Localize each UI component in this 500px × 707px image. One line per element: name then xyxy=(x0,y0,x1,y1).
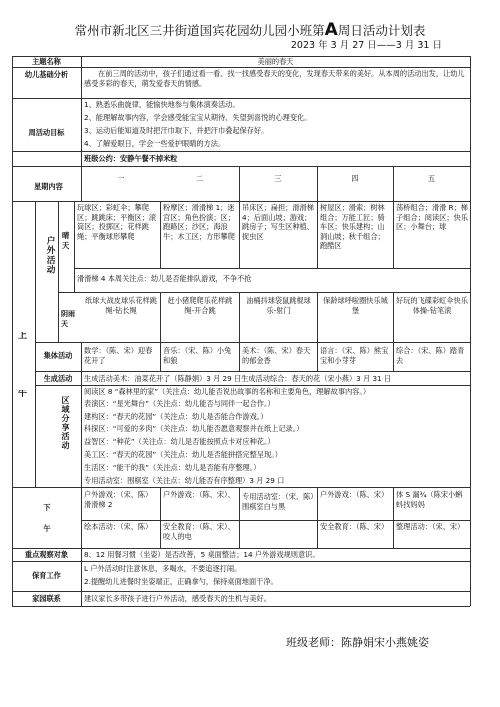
day-wednesday: 三 xyxy=(274,174,282,183)
goals-label: 周活动目标 xyxy=(28,128,65,137)
afternoon-label-bottom: 午 xyxy=(43,524,51,533)
area-item: 美工区：“春天的花园”（关注点：幼儿是否能拼搭完整呈现。） xyxy=(84,450,282,459)
pm-activity-thursday: 户外游戏：（陈、宋） xyxy=(320,490,389,499)
area-item: 益智区：“种花”（关注点：幼儿是否能按照点卡对应种花。） xyxy=(84,437,275,446)
week-letter: A xyxy=(324,20,338,40)
analysis-text: 在前三周的活动中，孩子们通过看一看、找一找感受春天的变化，发现春天带来的美好。从本周的活动出发，让幼儿感受多彩的春天，萌发爱春天的情感。 xyxy=(84,69,465,88)
title-suffix: 周日活动计划表 xyxy=(337,23,426,38)
week-header-label: 星期内容 xyxy=(34,182,63,191)
sunny-thursday: 树屋区；滑索；树林组合；万能工匠；骑车区；快乐建构；山洞山坡；秋千组合；跑酷区 xyxy=(320,203,385,251)
school-name: 常州市新北区三井街道国宾花园幼儿园小 xyxy=(74,23,300,38)
rainy-tuesday: 赶小猪爬爬乐花样跳绳-开合跳 xyxy=(167,296,233,315)
family-label: 家园联系 xyxy=(32,594,61,603)
sunny-label: 晴天 xyxy=(62,231,70,250)
theme-value: 美丽的春天 xyxy=(257,57,294,66)
day-tuesday: 二 xyxy=(195,174,204,183)
outdoor-label: 户外活动 xyxy=(45,236,55,275)
plan-table xyxy=(12,56,470,632)
group-thursday: 语言：（宋、陈）熊宝宝和小芽芽 xyxy=(320,346,389,365)
sunny-monday: 玩球区；彩虹伞；攀爬区；跳跳床；平衡区；滚筒区；投掷区；花样跳绳；平衡球形攀爬 xyxy=(77,203,157,241)
goal-item: 3、运动后能知道及时把汗巾取下，并把汗巾叠起保存好。 xyxy=(84,126,269,135)
document-title xyxy=(0,22,500,39)
pm-activity-tuesday: 户外游戏：（陈、宋）、 xyxy=(163,490,235,499)
care-label: 保育工作 xyxy=(32,571,61,580)
life-label: 生成活动 xyxy=(43,374,73,383)
areas-label: 区域分享活动 xyxy=(61,396,70,450)
focus-label: 重点观察对象 xyxy=(24,550,69,559)
rainy-thursday: 保龄球呼啦圈快乐城堡 xyxy=(323,296,388,315)
area-item: 专用活动室：围棋室（关注点：幼儿能否有序整理）3 月 29 口 xyxy=(84,476,285,485)
group-friday: 综合：（宋、陈）踏青去 xyxy=(396,346,465,365)
care-item: 2.提醒幼儿进餐时坐姿端正，正确拿勺，保持桌面地面干净。 xyxy=(84,577,278,586)
day-thursday: 四 xyxy=(351,174,359,183)
goal-item: 4、了解爱眼日，学会一些爱护眼睛的方法。 xyxy=(84,139,226,148)
focus-text: 8、12 用餐习惯（坐姿）是否改善，5 桌面整洁；14 户外游戏规则意识。 xyxy=(84,550,320,559)
analysis-label: 幼儿基础分析 xyxy=(24,70,69,79)
care-item: L 户外活动时注意休息，多喝水，不要追逐打闹。 xyxy=(84,564,242,573)
afternoon-label-top: 下 xyxy=(43,503,51,512)
area-item: 科探区：“可爱的多肉”（关注点：幼儿能否愿意观察并在纸上记录。） xyxy=(84,424,304,433)
theme-label: 主题名称 xyxy=(32,57,61,66)
pm-activity-monday: 户外游戏：（宋、陈）滑滑梯 2 xyxy=(84,490,153,509)
group-monday: 数学：（陈、宋）迎春花开了 xyxy=(84,346,153,365)
group-wednesday: 美术：（陈、宋）春天的郁金香 xyxy=(242,346,311,365)
area-item: 阅读区 8 “森林里的家”（关注点：幼儿能否说出故事的名称和主要角色，理解故事内容。） xyxy=(84,387,371,396)
pm-activity-friday: 体 S 漏¾（陈宋小蝌蚪找妈妈 xyxy=(396,490,463,509)
pm-activity-wednesday: 专用活动室：（宋、陈）围棋室白与黑 xyxy=(242,492,314,511)
morning-label-bottom: 午 xyxy=(18,390,28,399)
goal-item: 1、熟悉乐曲旋律，能愉快地参与集体演奏活动。 xyxy=(84,100,240,109)
rainy-label: 阴雨天 xyxy=(61,310,75,328)
area-item: 建构区：“春天的花园”（关注点：幼儿是否能合作游戏。） xyxy=(84,412,268,421)
area-item: 生活区：“能干的我”（关注点：幼儿是否能有序整理。） xyxy=(84,463,261,472)
pm-activity2-thursday: 安全教育：（陈、宋） xyxy=(320,522,389,531)
day-monday: 一 xyxy=(117,174,125,183)
rainy-wednesday: 油桶抖球袋鼠跳棍球乐-射门 xyxy=(246,296,311,315)
sunny-tuesday: 粉摩区；滑滑梯 1；迷宫区；角色扮演；区；跑路区；沙区；海浪牛；木工区；方形攀爬 xyxy=(163,203,235,241)
outdoor-focus-note: 滑滑梯 4 本周关注点：幼儿是否能排队游戏，不争不抢 xyxy=(77,274,252,283)
sunny-friday: 荡桥组合；滑滑 R；梯子组合；阅读区；快乐区；小舞台；球 xyxy=(396,203,468,232)
life-text: 生成活动美术：油菜花开了（陈静娟）3 月 29 日生成活动综合：春天的花（宋小燕）3 月 31 日 xyxy=(84,374,392,383)
date-range: 2023 年 3 月 27 日——3 月 31 日 xyxy=(290,40,442,51)
group-tuesday: 音乐：（宋、陈）小兔和狼 xyxy=(163,346,232,365)
goal-item: 2、能理解故事内容，学会感受能宝宝从期待、失望到喜悦的心理变化。 xyxy=(84,113,312,122)
pm-activity2-tuesday: 安全教育：（陈、宋）、咬人的电 xyxy=(163,522,235,541)
teacher-signature: 班级老师：陈静娟宋小燕姚姿 xyxy=(286,636,429,649)
pm-activity2-friday: 整理活动：（宋、宋） xyxy=(396,522,465,531)
day-friday: 五 xyxy=(427,174,436,183)
group-label: 集体活动 xyxy=(43,351,73,360)
morning-label-top: 上 xyxy=(18,332,28,341)
rainy-friday: 好玩的飞碟彩虹伞快乐体操-钻笔滚 xyxy=(396,296,468,315)
family-text: 建议家长多带孩子进行户外活动，感受春天的生机与美好。 xyxy=(84,594,271,603)
class-convention: 班级公约：安静午餐不掉米粒 xyxy=(84,154,178,163)
class-prefix: 班第 xyxy=(299,23,325,38)
pm-activity2-monday: 绘本活动：（宋、陈） xyxy=(84,522,153,531)
sunny-wednesday: 吊床区；扁担；滑滑梯 4；后面山坡；游戏；跳房子；写生区种植、捉虫区 xyxy=(242,203,314,241)
area-item: 表演区：“星光舞台”（关注点：幼儿能否与同伴一起合作。） xyxy=(84,399,275,408)
rainy-monday: 纸球大战皮球乐花样跳绳-钻长绳 xyxy=(85,296,157,315)
